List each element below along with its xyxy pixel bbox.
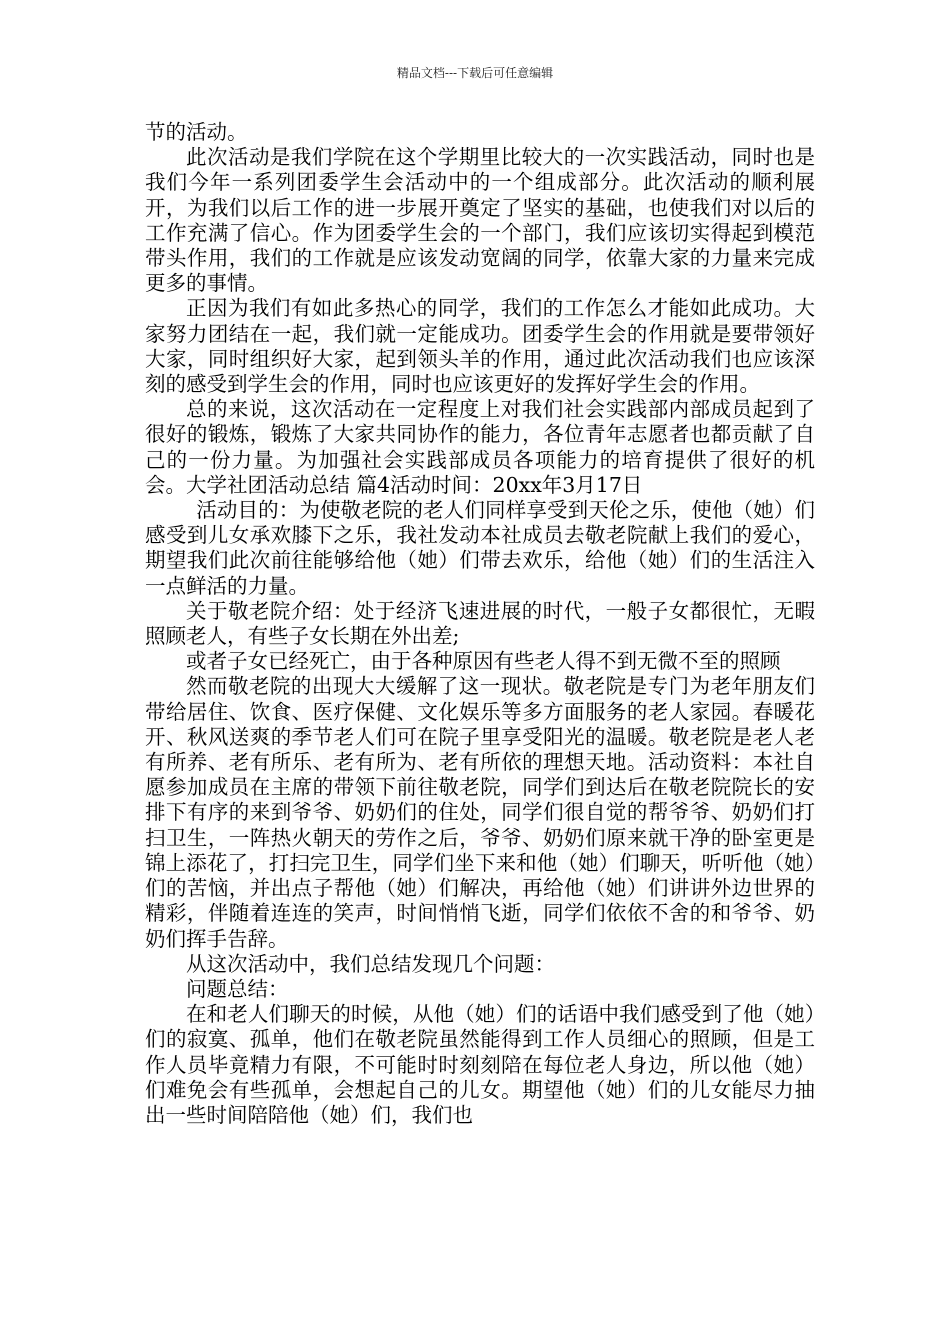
- paragraph: 此次活动是我们学院在这个学期里比较大的一次实践活动，同时也是我们今年一系列团委学生会活动中的一个组成部分。此次活动的顺利展开，为我们以后工作的进一步展开奠定了坚实的基础，也使我们对以后的工作充满了信心。作为团委学生会的一个部门，我们应该切实得起到模范带头作用，我们的工作就是应该发动宽阔的同学，依靠大家的力量来完成更多的事情。: [145, 145, 815, 296]
- paragraph: 然而敬老院的出现大大缓解了这一现状。敬老院是专门为老年朋友们带给居住、饮食、医疗保健、文化娱乐等多方面服务的老人家园。春暖花开、秋风送爽的季节老人们可在院子里享受阳光的温暖。敬老院是老人老有所养、老有所乐、老有所为、老有所依的理想天地。活动资料：本社自愿参加成员在主席的带领下前往敬老院，同学们到达后在敬老院院长的安排下有序的来到爷爷、奶奶们的住处，同学们很自觉的帮爷爷、奶奶们打扫卫生，一阵热火朝天的劳作之后，爷爷、奶奶们原来就干净的卧室更是锦上添花了，打扫完卫生，同学们坐下来和他（她）们聊天，听听他（她）们的苦恼，并出点子帮他（她）们解决，再给他（她）们讲讲外边世界的精彩，伴随着连连的笑声，时间悄悄飞逝，同学们依依不舍的和爷爷、奶奶们挥手告辞。: [145, 674, 815, 951]
- paragraph: 在和老人们聊天的时候，从他（她）们的话语中我们感受到了他（她）们的寂寞、孤单，他们在敬老院虽然能得到工作人员细心的照顾，但是工作人员毕竟精力有限，不可能时时刻刻陪在每位老人身边，所以他（她）们难免会有些孤单，会想起自己的儿女。期望他（她）们的儿女能尽力抽出一些时间陪陪他（她）们，我们也: [145, 1002, 815, 1127]
- paragraph: 从这次活动中，我们总结发现几个问题：: [186, 951, 555, 976]
- paragraph: 总的来说，这次活动在一定程度上对我们社会实践部内部成员起到了很好的锻炼，锻炼了大家共同协作的能力，各位青年志愿者也都贡献了自己的一份力量。为加强社会实践部成员各项能力的培育提供了很好的机会。大学社团活动总结 篇4活动时间：20xx年3月17日: [145, 397, 815, 497]
- paragraph: 关于敬老院介绍：处于经济飞速进展的时代，一般子女都很忙，无暇照顾老人，有些子女长期在外出差;: [145, 598, 815, 649]
- paragraph: 节的活动。: [145, 120, 248, 144]
- paragraph: 正因为我们有如此多热心的同学，我们的工作怎么才能如此成功。大家努力团结在一起，我们就一定能成功。团委学生会的作用就是要带领好大家，同时组织好大家，起到领头羊的作用，通过此次活动我们也应该深刻的感受到学生会的作用，同时也应该更好的发挥好学生会的作用。: [145, 296, 815, 397]
- paragraph: 或者子女已经死亡，由于各种原因有些老人得不到无微不至的照顾: [186, 649, 781, 674]
- page-header: 精品文档---下载后可任意编辑: [396, 66, 554, 80]
- document-body: [145, 120, 815, 1128]
- paragraph: 问题总结：: [186, 976, 289, 1001]
- paragraph: 活动目的：为使敬老院的老人们同样享受到天伦之乐，使他（她）们感受到儿女承欢膝下之乐，我社发动本社成员去敬老院献上我们的爱心，期望我们此次前往能够给他（她）们带去欢乐，给他（她）们的生活注入一点鲜活的力量。: [145, 498, 815, 598]
